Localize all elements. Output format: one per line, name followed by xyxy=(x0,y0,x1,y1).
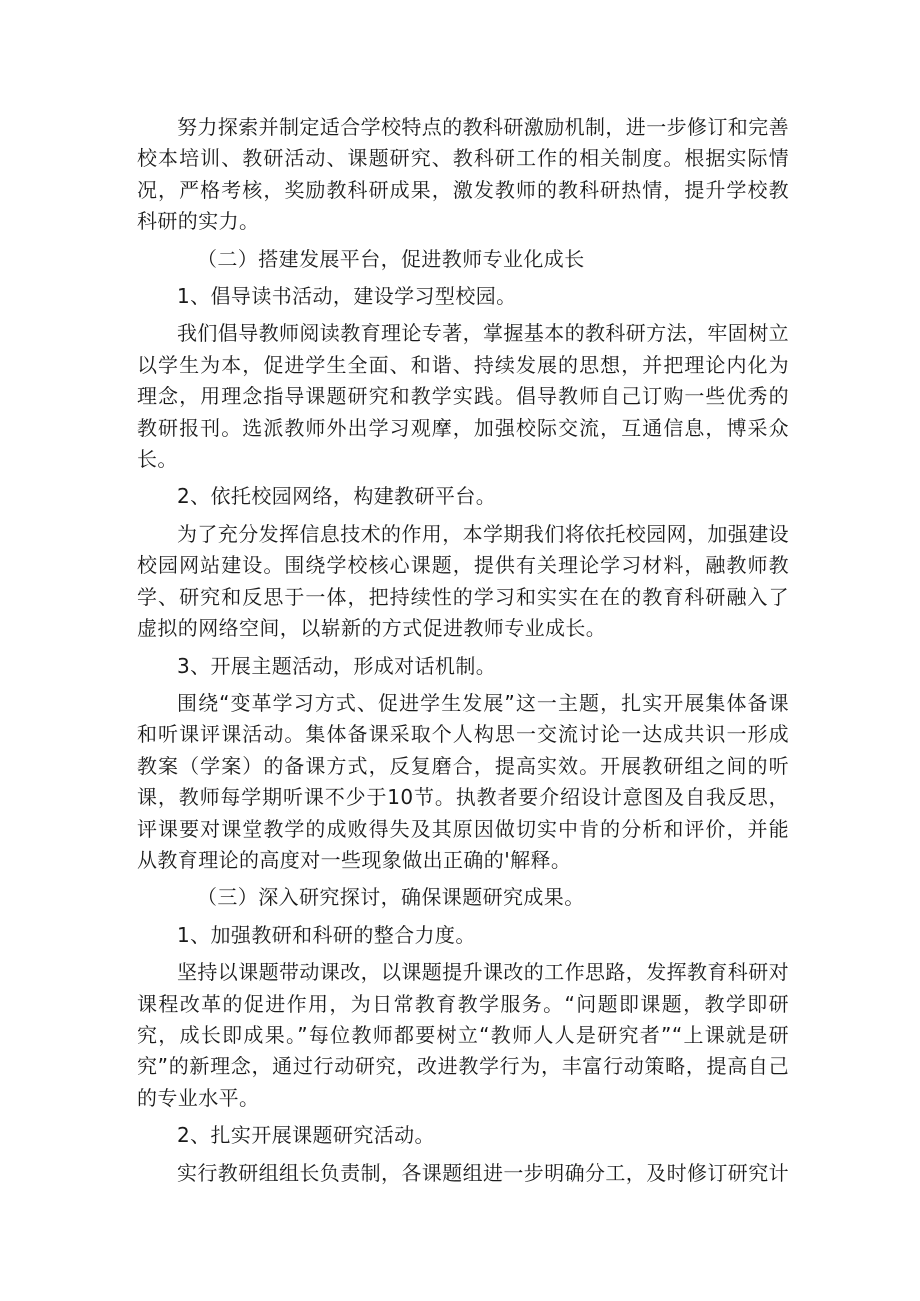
subheading-research-activities: 2、扎实开展课题研究活动。 xyxy=(177,1123,435,1148)
section-heading-2: （二）搭建发展平台，促进教师专业化成长 xyxy=(197,246,585,271)
paragraph-incentive-mechanism: 努力探索并制定适合学校特点的教科研激励机制，进一步修订和完善校本培训、教研活动、课题研究、教科研工作的相关制度。根据实际情况，严格考核，奖励教科研成果，激发教师的教科研热情，提升学校教科研的实力。 xyxy=(137,115,789,234)
subheading-theme-activities: 3、开展主题活动，形成对话机制。 xyxy=(177,653,497,678)
document-body xyxy=(137,112,789,1189)
paragraph-integration: 坚持以课题带动课改，以课题提升课改的工作思路，发挥教育科研对课程改革的促进作用，为日常教育教学服务。“问题即课题，教学即研究，成长即成果。”每位教师都要树立“教师人人是研究者”“上课就是研究”的新理念，通过行动研究，改进教学行为，丰富行动策略，提高自己的专业水平。 xyxy=(137,960,789,1110)
section-heading-3: （三）深入研究探讨，确保课题研究成果。 xyxy=(197,885,585,910)
subheading-campus-network: 2、依托校园网络，构建教研平台。 xyxy=(177,484,497,509)
paragraph-campus-network: 为了充分发挥信息技术的作用，本学期我们将依托校园网，加强建设校园网站建设。围绕学校核心课题，提供有关理论学习材料，融教师教学、研究和反思于一体，把持续性的学习和实实在在的教育科研融入了虚拟的网络空间，以崭新的方式促进教师专业成长。 xyxy=(137,521,789,641)
subheading-reading: 1、倡导读书活动，建设学习型校园。 xyxy=(177,284,517,309)
subheading-integration: 1、加强教研和科研的整合力度。 xyxy=(177,922,476,947)
paragraph-research-activities: 实行教研组组长负责制，各课题组进一步明确分工，及时修订研究计 xyxy=(177,1160,789,1185)
paragraph-theme-activities: 围绕“变革学习方式、促进学生发展”这一主题，扎实开展集体备课和听课评课活动。集体备课采取个人构思一交流讨论一达成共识一形成教案（学案）的备课方式，反复磨合，提高实效。开展教研组之间的听课，教师每学期听课不少于10节。执教者要介绍设计意图及自我反思，评课要对课堂教学的成败得失及其原因做切实中肯的分析和评价，并能从教育理论的高度对一些现象做出正确的'解释。 xyxy=(137,690,789,872)
paragraph-reading: 我们倡导教师阅读教育理论专著，掌握基本的教科研方法，牢固树立以学生为本，促进学生全面、和谐、持续发展的思想，并把理论内化为理念，用理念指导课题研究和教学实践。倡导教师自己订购一些优秀的教研报刊。选派教师外出学习观摩，加强校际交流，互通信息，博采众长。 xyxy=(137,321,789,472)
